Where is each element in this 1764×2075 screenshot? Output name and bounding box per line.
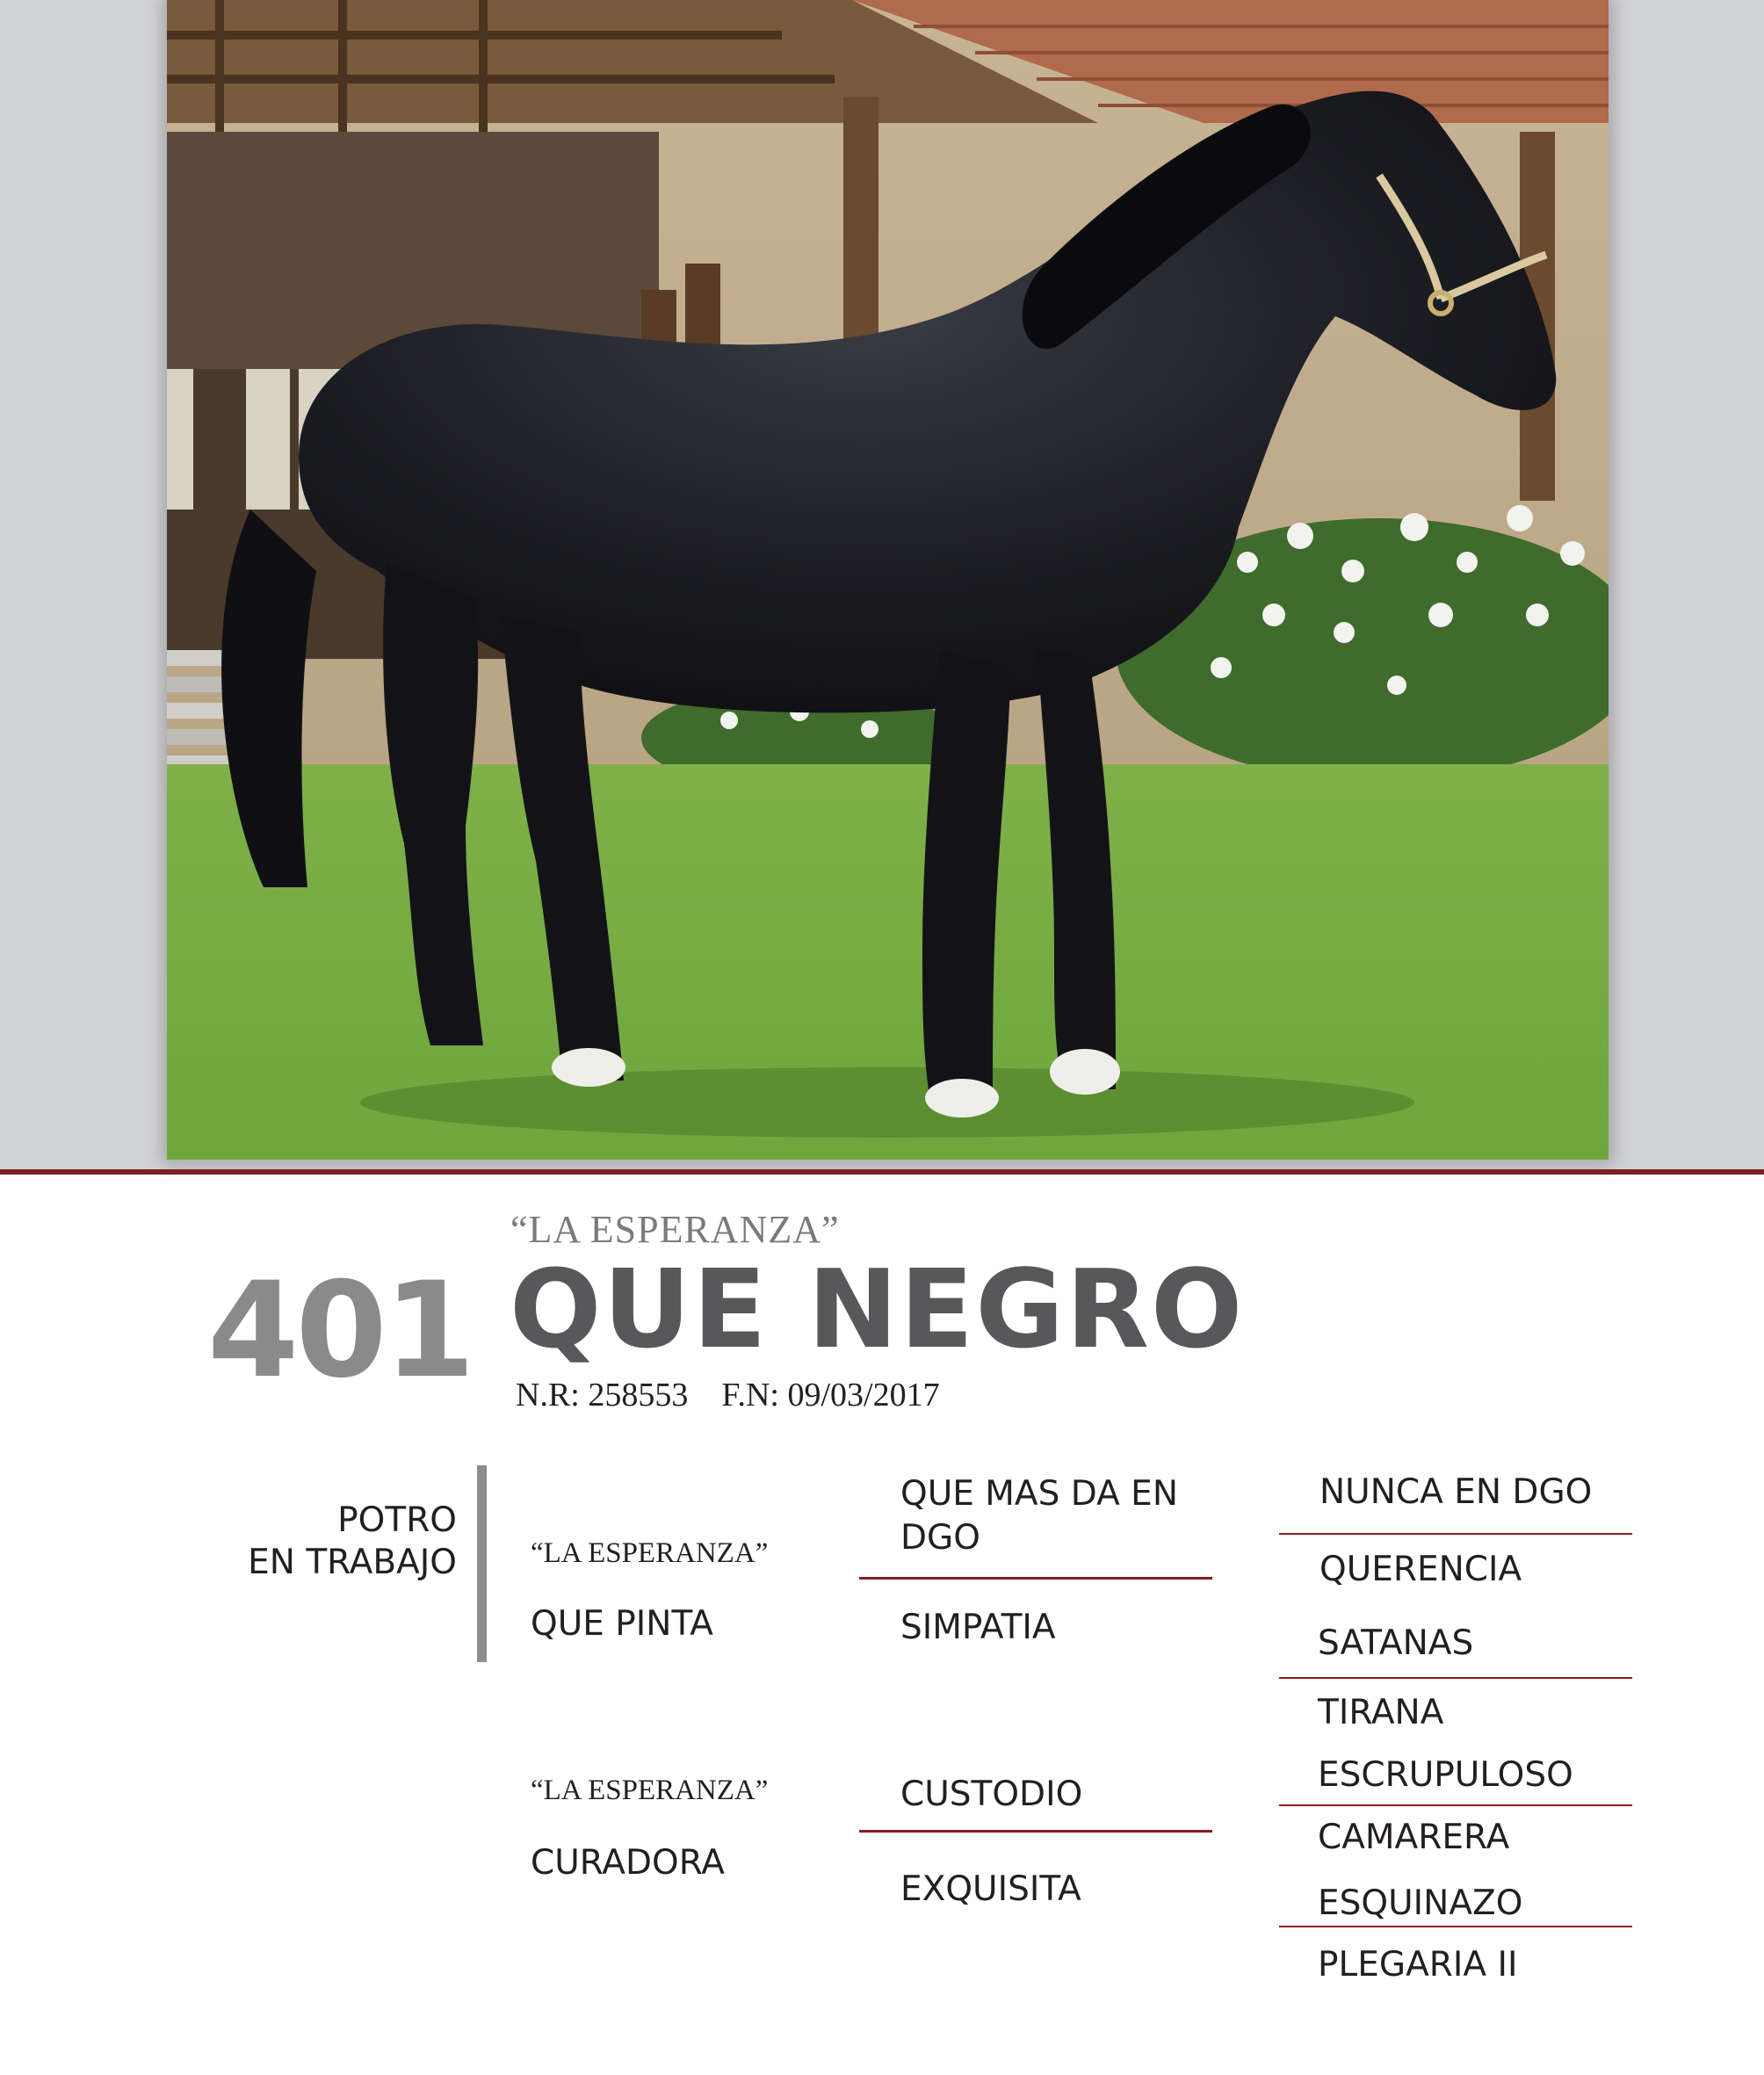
status-line-1: POTRO [337, 1500, 457, 1540]
great-grandparent-6: CAMARERA [1318, 1818, 1510, 1857]
great-grandparent-divider-3 [1279, 1804, 1632, 1806]
grandsire-paternal [900, 1472, 1178, 1560]
great-grandparent-divider-1 [1279, 1533, 1632, 1535]
pedigree-divider-bar [477, 1465, 487, 1662]
horse-photo [167, 0, 1609, 1160]
granddam-paternal: SIMPATIA [900, 1608, 1056, 1647]
great-grandparent-8: PLEGARIA II [1318, 1945, 1518, 1985]
great-grandparent-7: ESQUINAZO [1318, 1883, 1523, 1923]
grandparent-divider-2 [859, 1830, 1212, 1833]
birth-date: F.N: 09/03/2017 [721, 1377, 940, 1413]
grandsire-paternal-line-1: QUE MAS DA EN [900, 1474, 1178, 1514]
breeder-tag: “LA ESPERANZA” [510, 1208, 840, 1251]
grandsire-maternal: CUSTODIO [900, 1775, 1083, 1814]
great-grandparent-divider-4 [1279, 1926, 1632, 1927]
great-grandparent-5: ESCRUPULOSO [1318, 1755, 1573, 1795]
great-grandparent-3: SATANAS [1318, 1623, 1474, 1663]
granddam-maternal: EXQUISITA [900, 1869, 1081, 1909]
great-grandparent-4: TIRANA [1318, 1693, 1444, 1732]
horse-status [248, 1500, 457, 1584]
sire-origin: “LA ESPERANZA” [531, 1537, 769, 1569]
horse-name: QUE NEGRO [510, 1247, 1245, 1373]
status-line-2: EN TRABAJO [248, 1543, 457, 1582]
great-grandparent-1: NUNCA EN DGO [1319, 1472, 1593, 1512]
grandparent-divider-1 [859, 1577, 1212, 1580]
sire-name: QUE PINTA [531, 1604, 713, 1644]
grandsire-paternal-line-2: DGO [900, 1518, 980, 1558]
section-divider-rule [0, 1169, 1764, 1175]
registration-number: N.R: 258553 [516, 1377, 689, 1413]
great-grandparent-divider-2 [1279, 1677, 1632, 1679]
horse-photo-illustration [167, 0, 1609, 1160]
registration-line [516, 1376, 973, 1414]
lot-number: 401 [207, 1254, 473, 1407]
great-grandparent-2: QUERENCIA [1319, 1550, 1522, 1589]
dam-origin: “LA ESPERANZA” [531, 1775, 769, 1806]
dam-name: CURADORA [531, 1843, 725, 1883]
